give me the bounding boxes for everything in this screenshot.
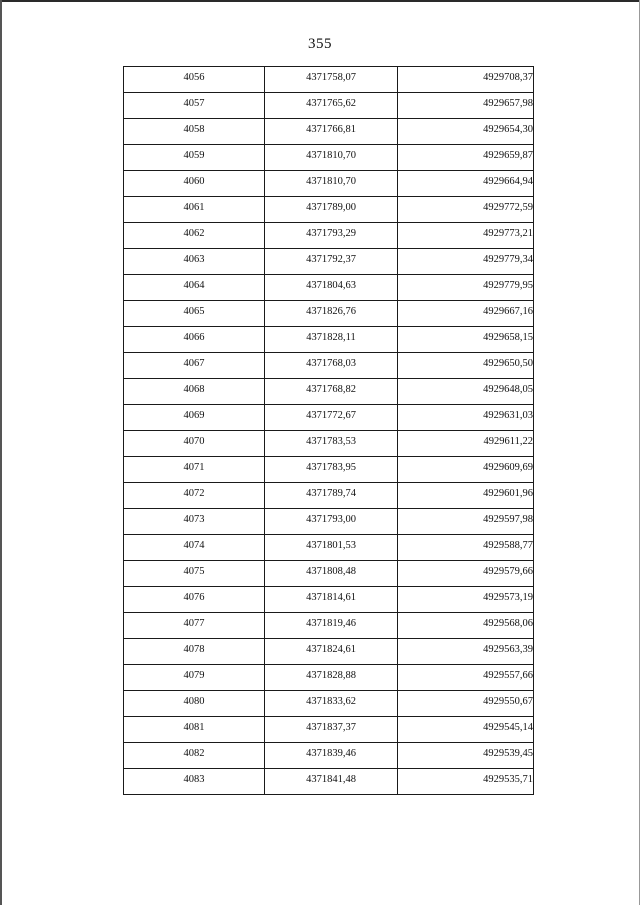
y-coordinate-cell: 4929657,98 bbox=[398, 93, 534, 119]
x-coordinate-cell: 4371810,70 bbox=[265, 145, 398, 171]
y-coordinate-cell: 4929579,66 bbox=[398, 561, 534, 587]
x-coordinate-cell: 4371772,67 bbox=[265, 405, 398, 431]
scan-edge-top bbox=[0, 0, 640, 2]
table-row bbox=[124, 509, 534, 535]
x-coordinate-cell: 4371828,88 bbox=[265, 665, 398, 691]
point-number-cell: 4060 bbox=[124, 171, 265, 197]
x-coordinate-cell: 4371768,03 bbox=[265, 353, 398, 379]
table-row bbox=[124, 691, 534, 717]
y-coordinate-cell: 4929568,06 bbox=[398, 613, 534, 639]
table-row bbox=[124, 535, 534, 561]
coordinates-table bbox=[123, 66, 534, 795]
x-coordinate-cell: 4371793,00 bbox=[265, 509, 398, 535]
y-coordinate-cell: 4929539,45 bbox=[398, 743, 534, 769]
point-number-cell: 4065 bbox=[124, 301, 265, 327]
point-number-cell: 4074 bbox=[124, 535, 265, 561]
y-coordinate-cell: 4929658,15 bbox=[398, 327, 534, 353]
x-coordinate-cell: 4371814,61 bbox=[265, 587, 398, 613]
y-coordinate-cell: 4929772,59 bbox=[398, 197, 534, 223]
y-coordinate-cell: 4929648,05 bbox=[398, 379, 534, 405]
table-row bbox=[124, 171, 534, 197]
point-number-cell: 4059 bbox=[124, 145, 265, 171]
point-number-cell: 4063 bbox=[124, 249, 265, 275]
y-coordinate-cell: 4929588,77 bbox=[398, 535, 534, 561]
coordinates-table-body bbox=[124, 67, 534, 795]
table-row bbox=[124, 119, 534, 145]
point-number-cell: 4069 bbox=[124, 405, 265, 431]
point-number-cell: 4073 bbox=[124, 509, 265, 535]
y-coordinate-cell: 4929659,87 bbox=[398, 145, 534, 171]
point-number-cell: 4056 bbox=[124, 67, 265, 93]
point-number-cell: 4083 bbox=[124, 769, 265, 795]
table-row bbox=[124, 249, 534, 275]
point-number-cell: 4058 bbox=[124, 119, 265, 145]
point-number-cell: 4075 bbox=[124, 561, 265, 587]
point-number-cell: 4078 bbox=[124, 639, 265, 665]
x-coordinate-cell: 4371789,00 bbox=[265, 197, 398, 223]
table-row bbox=[124, 457, 534, 483]
table-row bbox=[124, 717, 534, 743]
x-coordinate-cell: 4371824,61 bbox=[265, 639, 398, 665]
point-number-cell: 4082 bbox=[124, 743, 265, 769]
point-number-cell: 4057 bbox=[124, 93, 265, 119]
x-coordinate-cell: 4371758,07 bbox=[265, 67, 398, 93]
x-coordinate-cell: 4371804,63 bbox=[265, 275, 398, 301]
page-number: 355 bbox=[308, 36, 332, 52]
x-coordinate-cell: 4371808,48 bbox=[265, 561, 398, 587]
table-row bbox=[124, 145, 534, 171]
point-number-cell: 4077 bbox=[124, 613, 265, 639]
point-number-cell: 4061 bbox=[124, 197, 265, 223]
table-row bbox=[124, 613, 534, 639]
y-coordinate-cell: 4929631,03 bbox=[398, 405, 534, 431]
y-coordinate-cell: 4929779,34 bbox=[398, 249, 534, 275]
point-number-cell: 4079 bbox=[124, 665, 265, 691]
table-row bbox=[124, 405, 534, 431]
table-row bbox=[124, 327, 534, 353]
y-coordinate-cell: 4929708,37 bbox=[398, 67, 534, 93]
y-coordinate-cell: 4929535,71 bbox=[398, 769, 534, 795]
y-coordinate-cell: 4929550,67 bbox=[398, 691, 534, 717]
x-coordinate-cell: 4371789,74 bbox=[265, 483, 398, 509]
point-number-cell: 4080 bbox=[124, 691, 265, 717]
y-coordinate-cell: 4929563,39 bbox=[398, 639, 534, 665]
point-number-cell: 4070 bbox=[124, 431, 265, 457]
x-coordinate-cell: 4371793,29 bbox=[265, 223, 398, 249]
table-row bbox=[124, 275, 534, 301]
point-number-cell: 4064 bbox=[124, 275, 265, 301]
table-row bbox=[124, 665, 534, 691]
table-row bbox=[124, 483, 534, 509]
point-number-cell: 4071 bbox=[124, 457, 265, 483]
x-coordinate-cell: 4371839,46 bbox=[265, 743, 398, 769]
y-coordinate-cell: 4929601,96 bbox=[398, 483, 534, 509]
y-coordinate-cell: 4929557,66 bbox=[398, 665, 534, 691]
x-coordinate-cell: 4371837,37 bbox=[265, 717, 398, 743]
y-coordinate-cell: 4929664,94 bbox=[398, 171, 534, 197]
y-coordinate-cell: 4929654,30 bbox=[398, 119, 534, 145]
y-coordinate-cell: 4929779,95 bbox=[398, 275, 534, 301]
x-coordinate-cell: 4371828,11 bbox=[265, 327, 398, 353]
point-number-cell: 4066 bbox=[124, 327, 265, 353]
y-coordinate-cell: 4929667,16 bbox=[398, 301, 534, 327]
table-row bbox=[124, 301, 534, 327]
point-number-cell: 4076 bbox=[124, 587, 265, 613]
x-coordinate-cell: 4371801,53 bbox=[265, 535, 398, 561]
x-coordinate-cell: 4371783,53 bbox=[265, 431, 398, 457]
table-row bbox=[124, 587, 534, 613]
y-coordinate-cell: 4929611,22 bbox=[398, 431, 534, 457]
table-row bbox=[124, 639, 534, 665]
table-row bbox=[124, 743, 534, 769]
point-number-cell: 4081 bbox=[124, 717, 265, 743]
x-coordinate-cell: 4371819,46 bbox=[265, 613, 398, 639]
y-coordinate-cell: 4929545,14 bbox=[398, 717, 534, 743]
x-coordinate-cell: 4371768,82 bbox=[265, 379, 398, 405]
x-coordinate-cell: 4371766,81 bbox=[265, 119, 398, 145]
table-row bbox=[124, 67, 534, 93]
point-number-cell: 4067 bbox=[124, 353, 265, 379]
x-coordinate-cell: 4371826,76 bbox=[265, 301, 398, 327]
scan-edge-left bbox=[0, 0, 2, 905]
y-coordinate-cell: 4929773,21 bbox=[398, 223, 534, 249]
table-row bbox=[124, 561, 534, 587]
table-row bbox=[124, 353, 534, 379]
table-row bbox=[124, 769, 534, 795]
table-row bbox=[124, 223, 534, 249]
x-coordinate-cell: 4371841,48 bbox=[265, 769, 398, 795]
table-row bbox=[124, 93, 534, 119]
x-coordinate-cell: 4371810,70 bbox=[265, 171, 398, 197]
x-coordinate-cell: 4371833,62 bbox=[265, 691, 398, 717]
x-coordinate-cell: 4371783,95 bbox=[265, 457, 398, 483]
table-row bbox=[124, 197, 534, 223]
point-number-cell: 4068 bbox=[124, 379, 265, 405]
y-coordinate-cell: 4929597,98 bbox=[398, 509, 534, 535]
point-number-cell: 4072 bbox=[124, 483, 265, 509]
y-coordinate-cell: 4929609,69 bbox=[398, 457, 534, 483]
y-coordinate-cell: 4929573,19 bbox=[398, 587, 534, 613]
table-row bbox=[124, 379, 534, 405]
point-number-cell: 4062 bbox=[124, 223, 265, 249]
x-coordinate-cell: 4371765,62 bbox=[265, 93, 398, 119]
y-coordinate-cell: 4929650,50 bbox=[398, 353, 534, 379]
x-coordinate-cell: 4371792,37 bbox=[265, 249, 398, 275]
table-row bbox=[124, 431, 534, 457]
